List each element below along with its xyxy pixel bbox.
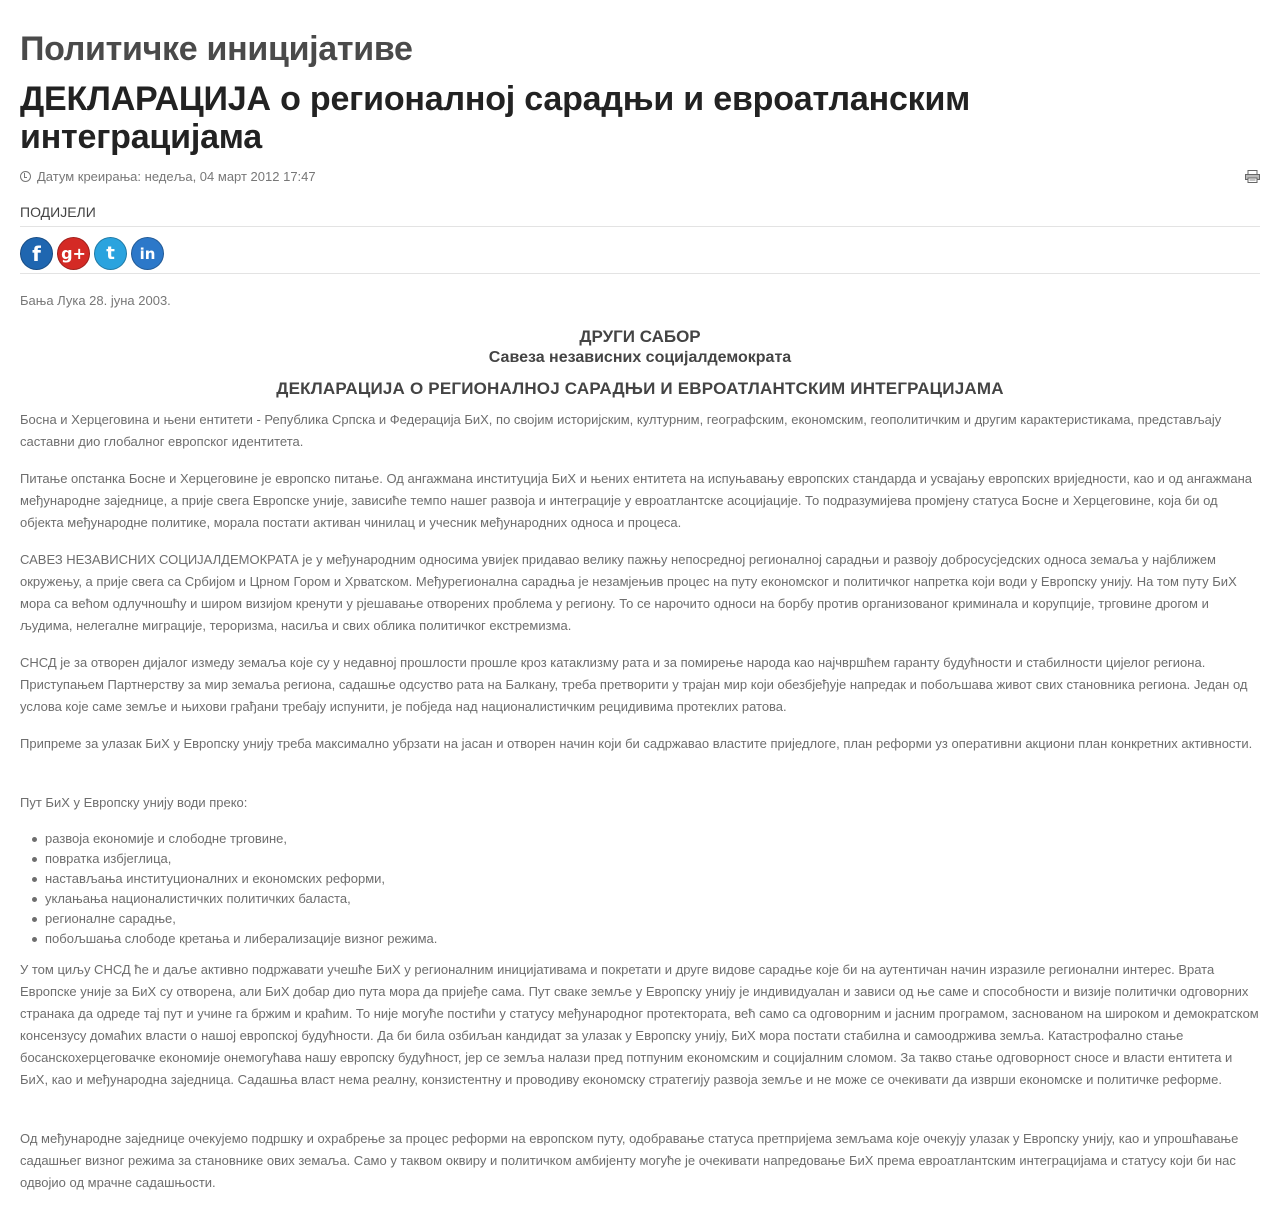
- eu-path-list: [45, 829, 437, 949]
- paragraph-8: Од међународне заједнице очекујемо подршку и охрабрење за процес реформи на европском путу, одобравање статуса претпријема земљама које очекују улазак у Европску унију, као и упрошћавање садашњег визног режима за становнике ових земаља. Само у таквом оквиру и политичком амбијенту могуће је очекивати напредовање БиХ према евроатлантским интеграцијама и статусу који би нас одвојио од мрачне садашњости.: [20, 1131, 1239, 1190]
- clock-icon: [20, 171, 31, 182]
- print-icon[interactable]: [1245, 170, 1260, 183]
- paragraph-5: Припреме за улазак БиХ у Европску унију треба максимално убрзати на јасан и отворен начин који би садржавао властите приједлоге, план реформи уз оперативни акциони план конкретних активности.: [20, 736, 1253, 751]
- paragraph-3: САВЕЗ НЕЗАВИСНИХ СОЦИЈАЛДЕМОКРАТА је у међународним односима увијек придавао велику пажњу непосредној регионалној сарадњи и развоју добросусједских односа земаља у најближем окружењу, а прије свега са Србијом и Црном Гором и Хрватском. Међурегионална сарадња је незамјењив процес на путу економског и политичког напретка који води у Европску унију. На том путу БиХ мора са већом одлучношћу и широм визијом кренути у рјешавање отворених проблема у региону. То се нарочито односи на борбу против организованог криминала и корупције, трговине дрогом и људима, нелегалне миграције, тероризма, насиља и свих облика политичког екстремизма.: [20, 552, 1237, 633]
- heading-assembly: ДРУГИ САБОР: [579, 327, 701, 346]
- heading-declaration: ДЕКЛАРАЦИЈА О РЕГИОНАЛНОЈ САРАДЊИ И ЕВРОАТЛАНТСКИМ ИНТЕГРАЦИЈАМА: [276, 379, 1004, 398]
- list-item: регионалне сарадње,: [45, 909, 437, 929]
- facebook-icon: f: [32, 241, 41, 266]
- paragraph-2: Питање опстанка Босне и Херцеговине је европско питање. Од ангажмана институција БиХ и њених ентитета на испуњавању европских стандарда и усвајању европских вриједности, као и од ангажмана међународне заједнице, а прије свега Европске уније, зависиће темпо нашег развоја и интеграције у евроатлантске асоцијације. То подразумијева промјену статуса Босне и Херцеговине, која би од објекта међународне политике, морала постати активан чинилац и учесник међународних односа и процеса.: [20, 471, 1252, 530]
- heading-party: Савеза независних социјалдемократа: [488, 349, 792, 366]
- twitter-icon: t: [106, 243, 115, 264]
- linkedin-icon: in: [139, 244, 156, 263]
- list-item: настављања институционалних и економских реформи,: [45, 869, 437, 889]
- list-item: развоја економије и слободне трговине,: [45, 829, 437, 849]
- social-share-buttons: [20, 237, 164, 270]
- paragraph-1: Босна и Херцеговина и њени ентитети - Република Српска и Федерација БиХ, по својим историјским, културним, географским, економским, геополитичким и другим карактеристикама, представљају саставни дио глобалног европског идентитета.: [20, 412, 1222, 449]
- divider: [20, 226, 1260, 227]
- place-date: Бања Лука 28. јуна 2003.: [20, 293, 171, 308]
- list-item: уклањања националистичких политичких баласта,: [45, 889, 437, 909]
- page-title: ДЕКЛАРАЦИЈА о регионалној сарадњи и евроатланским интеграцијама: [20, 80, 971, 156]
- twitter-share-button[interactable]: [94, 237, 127, 270]
- facebook-share-button[interactable]: [20, 237, 53, 270]
- list-item: побољшања слободе кретања и либерализације визног режима.: [45, 929, 437, 949]
- category-title: Политичке иницијативе: [20, 30, 413, 68]
- divider: [20, 273, 1260, 274]
- share-label: ПОДИЈЕЛИ: [20, 204, 96, 220]
- paragraph-6: Пут БиХ у Европску унију води преко:: [20, 795, 248, 810]
- created-date-text: Датум креирања: недеља, 04 март 2012 17:47: [37, 169, 316, 184]
- google-plus-icon: g+: [61, 244, 86, 263]
- linkedin-share-button[interactable]: [131, 237, 164, 270]
- paragraph-4: СНСД је за отворен дијалог измеду земаља које су у недавној прошлости прошле кроз катаклизму рата и за помирење народа као најчвршћем гаранту будућности и стабилности цијелог региона. Приступањем Партнерству за мир земаља региона, садашње одсуство рата на Балкану, треба претворити у трајан мир који обезбјеђује напредак и побољшава живот свих становника региона. Један од услова које саме земље и њихови грађани требају испунити, је побједа над националистичким рецидивима протеклих ратова.: [20, 655, 1248, 714]
- google-plus-share-button[interactable]: [57, 237, 90, 270]
- list-item: повратка избјеглица,: [45, 849, 437, 869]
- created-date: [20, 169, 316, 184]
- paragraph-7: У том циљу СНСД ће и даље активно подржавати учешће БиХ у регионалним иницијативама и покретати и друге видове сарадње које би на аутентичан начин изразиле регионални интерес. Врата Европске уније за БиХ су отворена, али БиХ добар дио пута мора да пријеђе сама. Пут сваке земље у Европску унију је индивидуалан и зависи од ње саме и способности и визије политички одговорних странака да одреде тај пут и учине га бржим и краћим. То није могуће постићи у статусу међународног протектората, већ само са одговорним и јасним програмом, заснованом на широком и демократском консензусу домаћих власти о нашој европској будућности. Да би била озбиљан кандидат за улазак у Европску унију, БиХ мора постати стабилна и самоодржива земља. Катастрофално стање босанскохерцеговачке економије онемогућава нашу европску будућност, јер се земља налази пред потпуним економским и социјалним сломом. За такво стање одговорност сносе и власти ентитета и БиХ, као и међународна заједница. Садашња власт нема реалну, конзистентну и проводиву економску стратегију развоја земље и не може се очекивати да изврши економске и политичке реформе.: [20, 962, 1259, 1087]
